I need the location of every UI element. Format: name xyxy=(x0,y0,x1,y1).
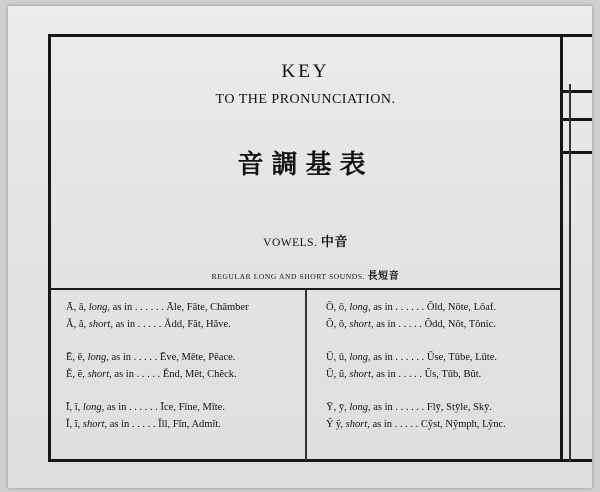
vowel-group-o xyxy=(326,300,506,334)
vowel-short-line: Ŏ, ŏ, short, as in . . . . . Ŏdd, Nŏt, Tŏnic. xyxy=(326,319,496,330)
vowel-group-i xyxy=(66,400,249,434)
vowel-short-line: Y̆ y̆, short, as in . . . . . Cy̆st, Ny̆mph, Ly̆nc. xyxy=(326,419,506,430)
chinese-title: 音調基表 xyxy=(237,150,374,180)
vowel-long-line: Ā, ā, long, as in . . . . . . Āle, Fāte, Chāmber xyxy=(66,302,249,313)
vowel-group-y xyxy=(326,400,506,434)
vowel-long-line: Ȳ, ȳ, long, as in . . . . . . Flȳ, Stȳle, Skȳ. xyxy=(326,402,492,413)
vowel-long-line: Ū, ū, long, as in . . . . . . Ūse, Tūbe, Lūte. xyxy=(326,352,498,363)
sounds-heading-cn: 長短音 xyxy=(367,271,400,282)
vowel-short-line: Ĕ, ĕ, short, as in . . . . . Ĕnd, Mĕt, Chĕck. xyxy=(66,369,237,380)
vowel-short-line: Ă, ă, short, as in . . . . . Ădd, Făt, Hăve. xyxy=(66,319,231,330)
page-title: KEY xyxy=(281,61,330,82)
sounds-heading-text: REGULAR LONG AND SHORT SOUNDS. xyxy=(211,272,366,281)
vowels-heading-text: VOWELS. xyxy=(263,237,318,249)
page-subtitle: TO THE PRONUNCIATION. xyxy=(215,92,396,107)
vowel-group-e xyxy=(66,350,249,384)
vowel-long-line: Ē, ē, long, as in . . . . . Ēve, Mēte, Pēace. xyxy=(66,352,236,363)
vowel-group-u xyxy=(326,350,506,384)
vowel-long-line: Ī, ī, long, as in . . . . . . Īce, Fīne, Mīte. xyxy=(66,402,225,413)
column-divider xyxy=(305,290,307,460)
left-vowel-column xyxy=(66,300,249,450)
vowels-heading-cn: 中音 xyxy=(320,235,348,250)
right-vowel-column xyxy=(326,300,506,450)
vowel-short-line: Ŭ, ŭ, short, as in . . . . . Ŭs, Tŭb, Bŭt. xyxy=(326,369,482,380)
sounds-heading xyxy=(51,267,560,282)
vowel-group-a xyxy=(66,300,249,334)
right-margin-rules xyxy=(563,34,592,462)
vowel-short-line: Ĭ, ĭ, short, as in . . . . . Ĭll, Fĭn, Admĭt. xyxy=(66,419,221,430)
vowel-long-line: Ō, ō, long, as in . . . . . . Ōld, Nōte, Lōaf. xyxy=(326,302,497,313)
vowels-heading xyxy=(51,231,560,250)
